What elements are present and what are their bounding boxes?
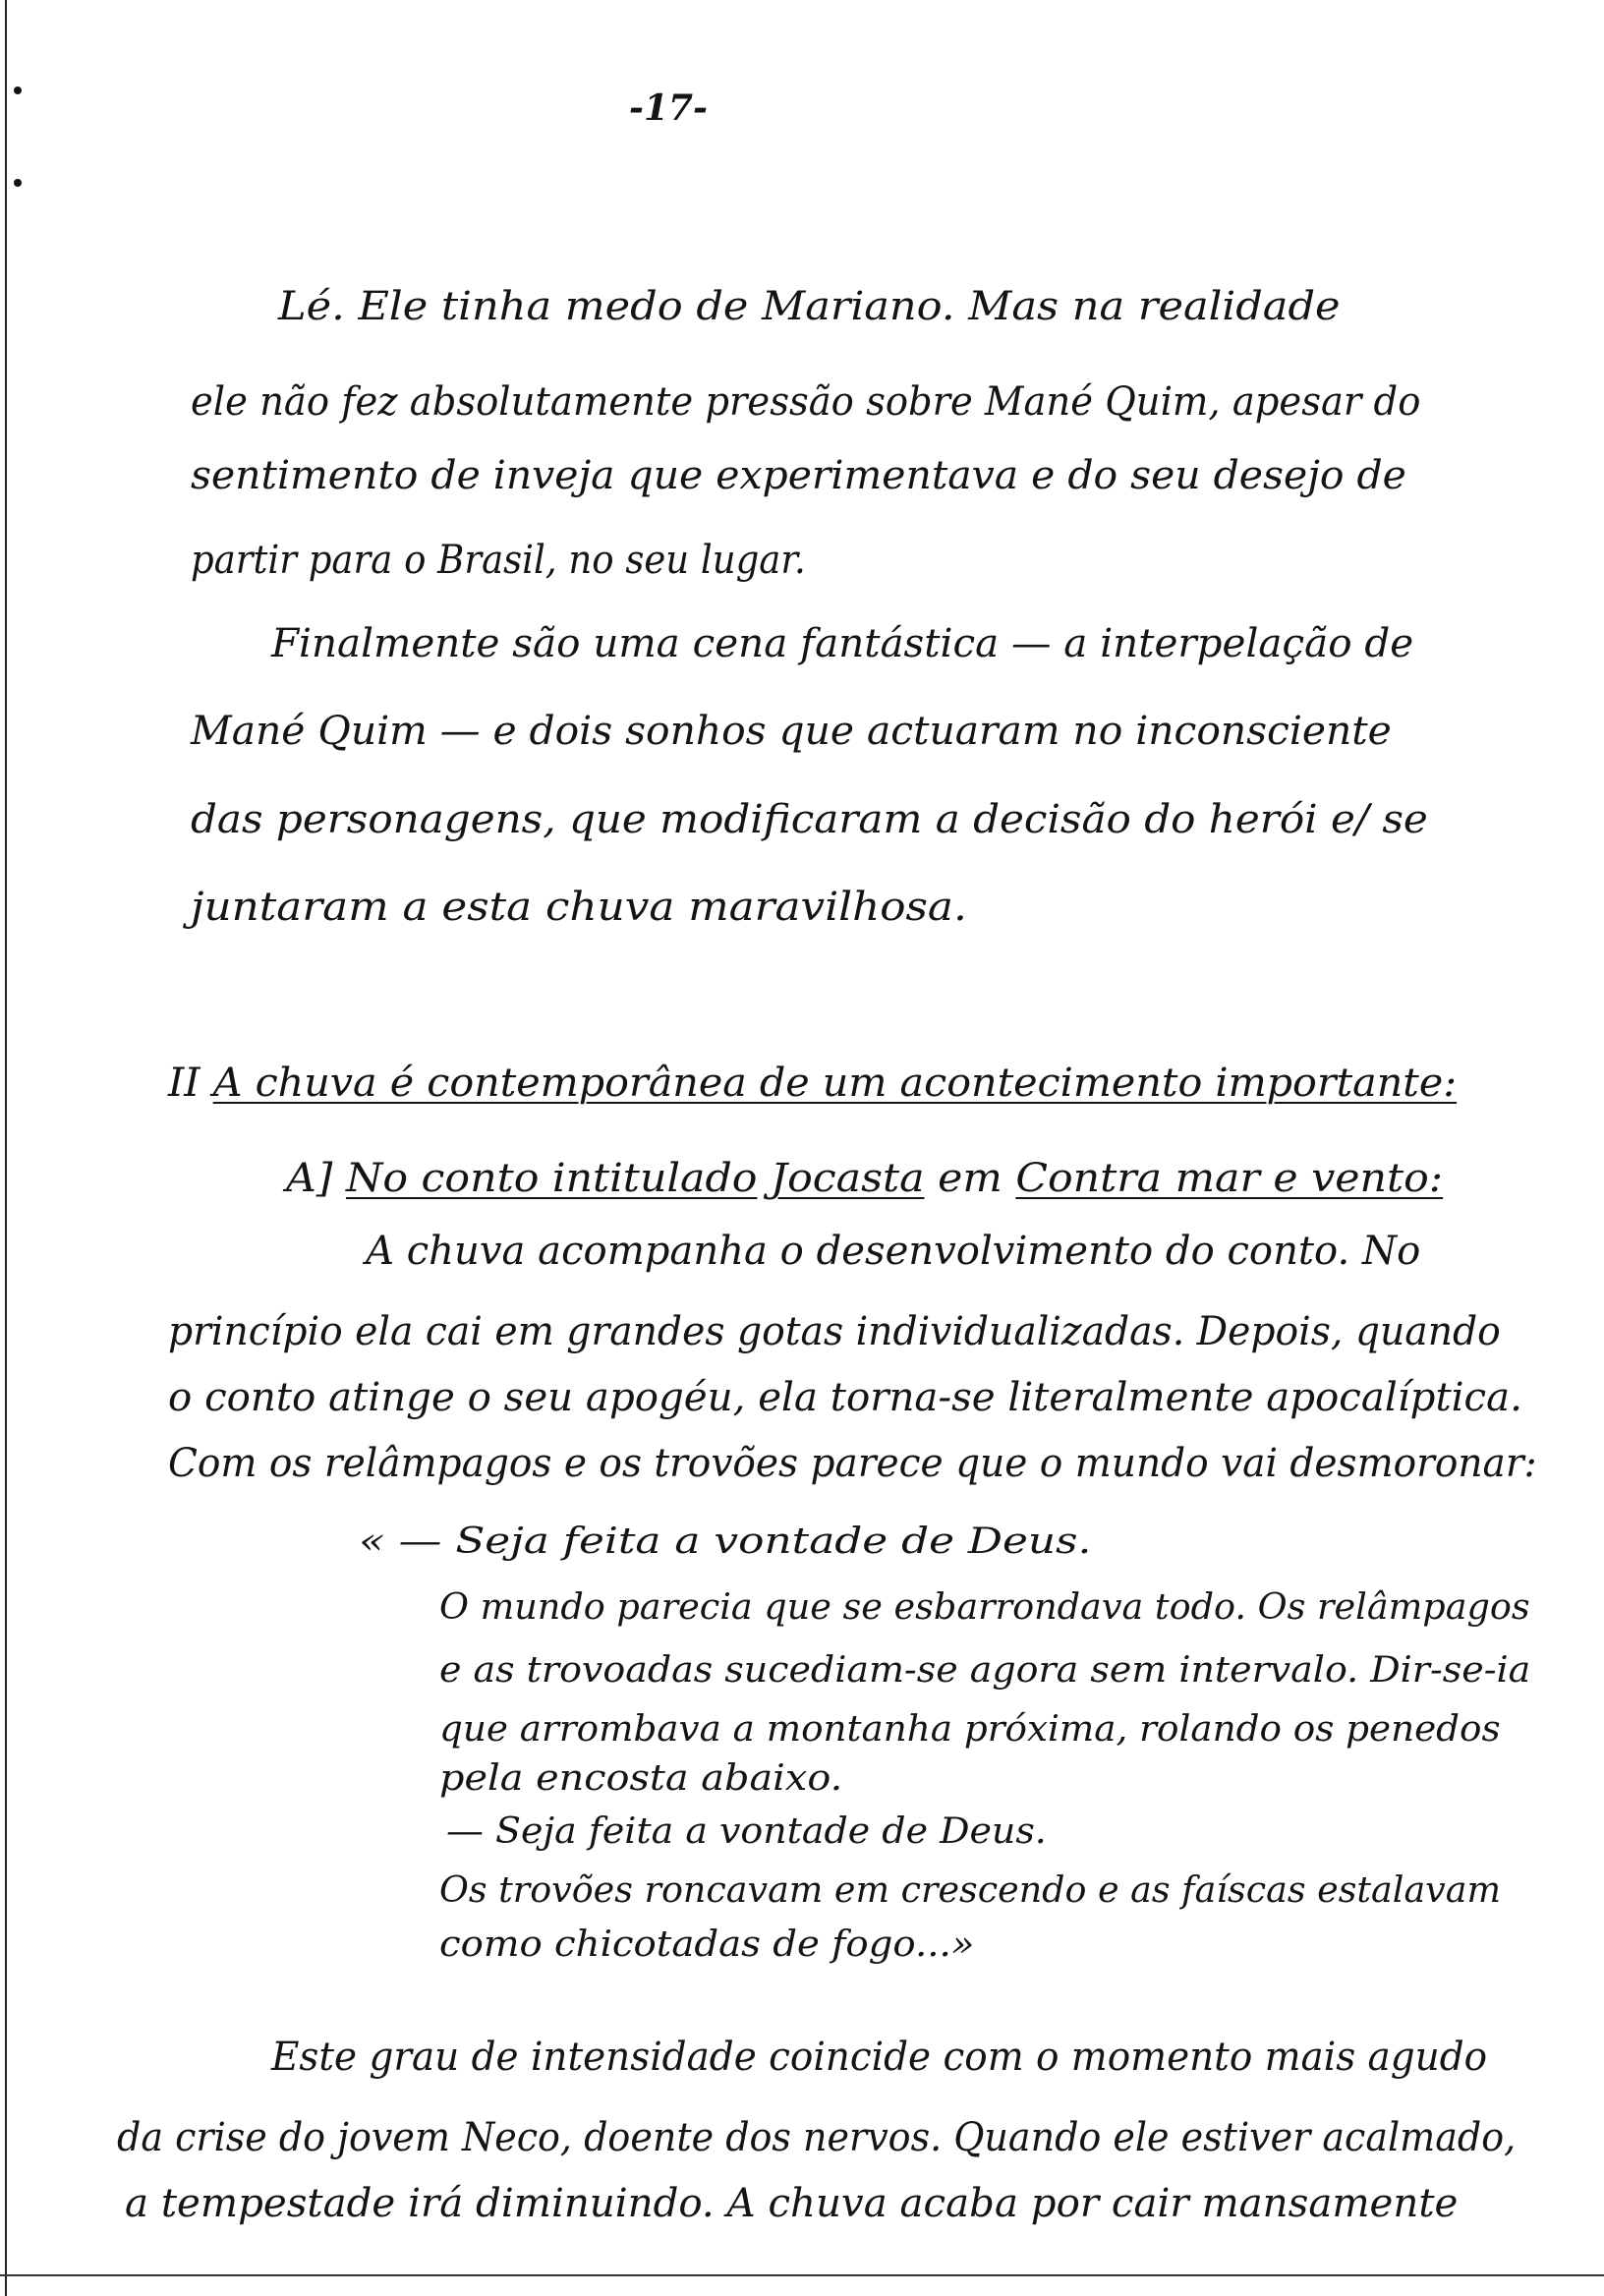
quote-line: — Seja feita a vontade de Deus. [446, 1811, 1047, 1852]
left-margin-line [5, 0, 7, 2296]
punch-hole-mark [14, 86, 22, 94]
subsection-label: A] [286, 1156, 333, 1201]
subsection-connector: em [938, 1156, 1002, 1201]
section-heading-text: A chuva é contemporânea de um acontecimento importante: [212, 1061, 1458, 1106]
quote-line: O mundo parecia que se esbarrondava todo. Os relâmpagos [439, 1587, 1530, 1628]
text-line: partir para o Brasil, no seu lugar. [191, 538, 806, 583]
punch-hole-mark [14, 179, 22, 187]
text-line: Com os relâmpagos e os trovões parece que o mundo vai desmoronar: [168, 1441, 1537, 1486]
bottom-rule [0, 2274, 1604, 2276]
text-line: sentimento de inveja que experimentava e do seu desejo de [191, 453, 1406, 498]
quote-line: como chicotadas de fogo...» [439, 1924, 975, 1965]
text-line: Lé. Ele tinha medo de Mariano. Mas na realidade [278, 284, 1341, 329]
book-title: Contra mar e vento: [1015, 1156, 1444, 1201]
text-line: princípio ela cai em grandes gotas individualizadas. Depois, quando [168, 1309, 1501, 1354]
text-line: juntaram a esta chuva maravilhosa. [191, 885, 967, 930]
section-numeral: II [168, 1061, 200, 1106]
text-line: o conto atinge o seu apogéu, ela torna-se literalmente apocalíptica. [168, 1375, 1522, 1420]
text-line: ele não fez absolutamente pressão sobre Mané Quim, apesar do [191, 379, 1421, 425]
quote-line: Os trovões roncavam em crescendo e as faíscas estalavam [439, 1870, 1502, 1911]
text-line: A chuva acompanha o desenvolvimento do conto. No [366, 1229, 1421, 1274]
quote-line: pela encosta abaixo. [439, 1758, 843, 1799]
page-number: -17- [629, 87, 708, 129]
quote-line: que arrombava a montanha próxima, rolando os penedos [439, 1709, 1501, 1750]
text-line: Este grau de intensidade coincide com o momento mais agudo [271, 2035, 1488, 2080]
quote-line: e as trovoadas sucediam-se agora sem intervalo. Dir-se-ia [439, 1650, 1531, 1691]
text-line: da crise do jovem Neco, doente dos nervos. Quando ele estiver acalmado, [117, 2115, 1517, 2160]
text-line: Mané Quim — e dois sonhos que actuaram no inconsciente [191, 709, 1392, 754]
section-heading [168, 1061, 1458, 1106]
text-line: das personagens, que modificaram a decisão do herói e/ se [191, 797, 1428, 842]
story-title: Jocasta [771, 1156, 925, 1201]
text-line: a tempestade irá diminuindo. A chuva acaba por cair mansamente [125, 2181, 1459, 2226]
text-line: Finalmente são uma cena fantástica — a interpelação de [271, 621, 1414, 666]
quote-line: « — Seja feita a vontade de Deus. [359, 1521, 1092, 1562]
subsection-lead: No conto intitulado [346, 1156, 758, 1201]
subsection-heading [286, 1156, 1444, 1201]
